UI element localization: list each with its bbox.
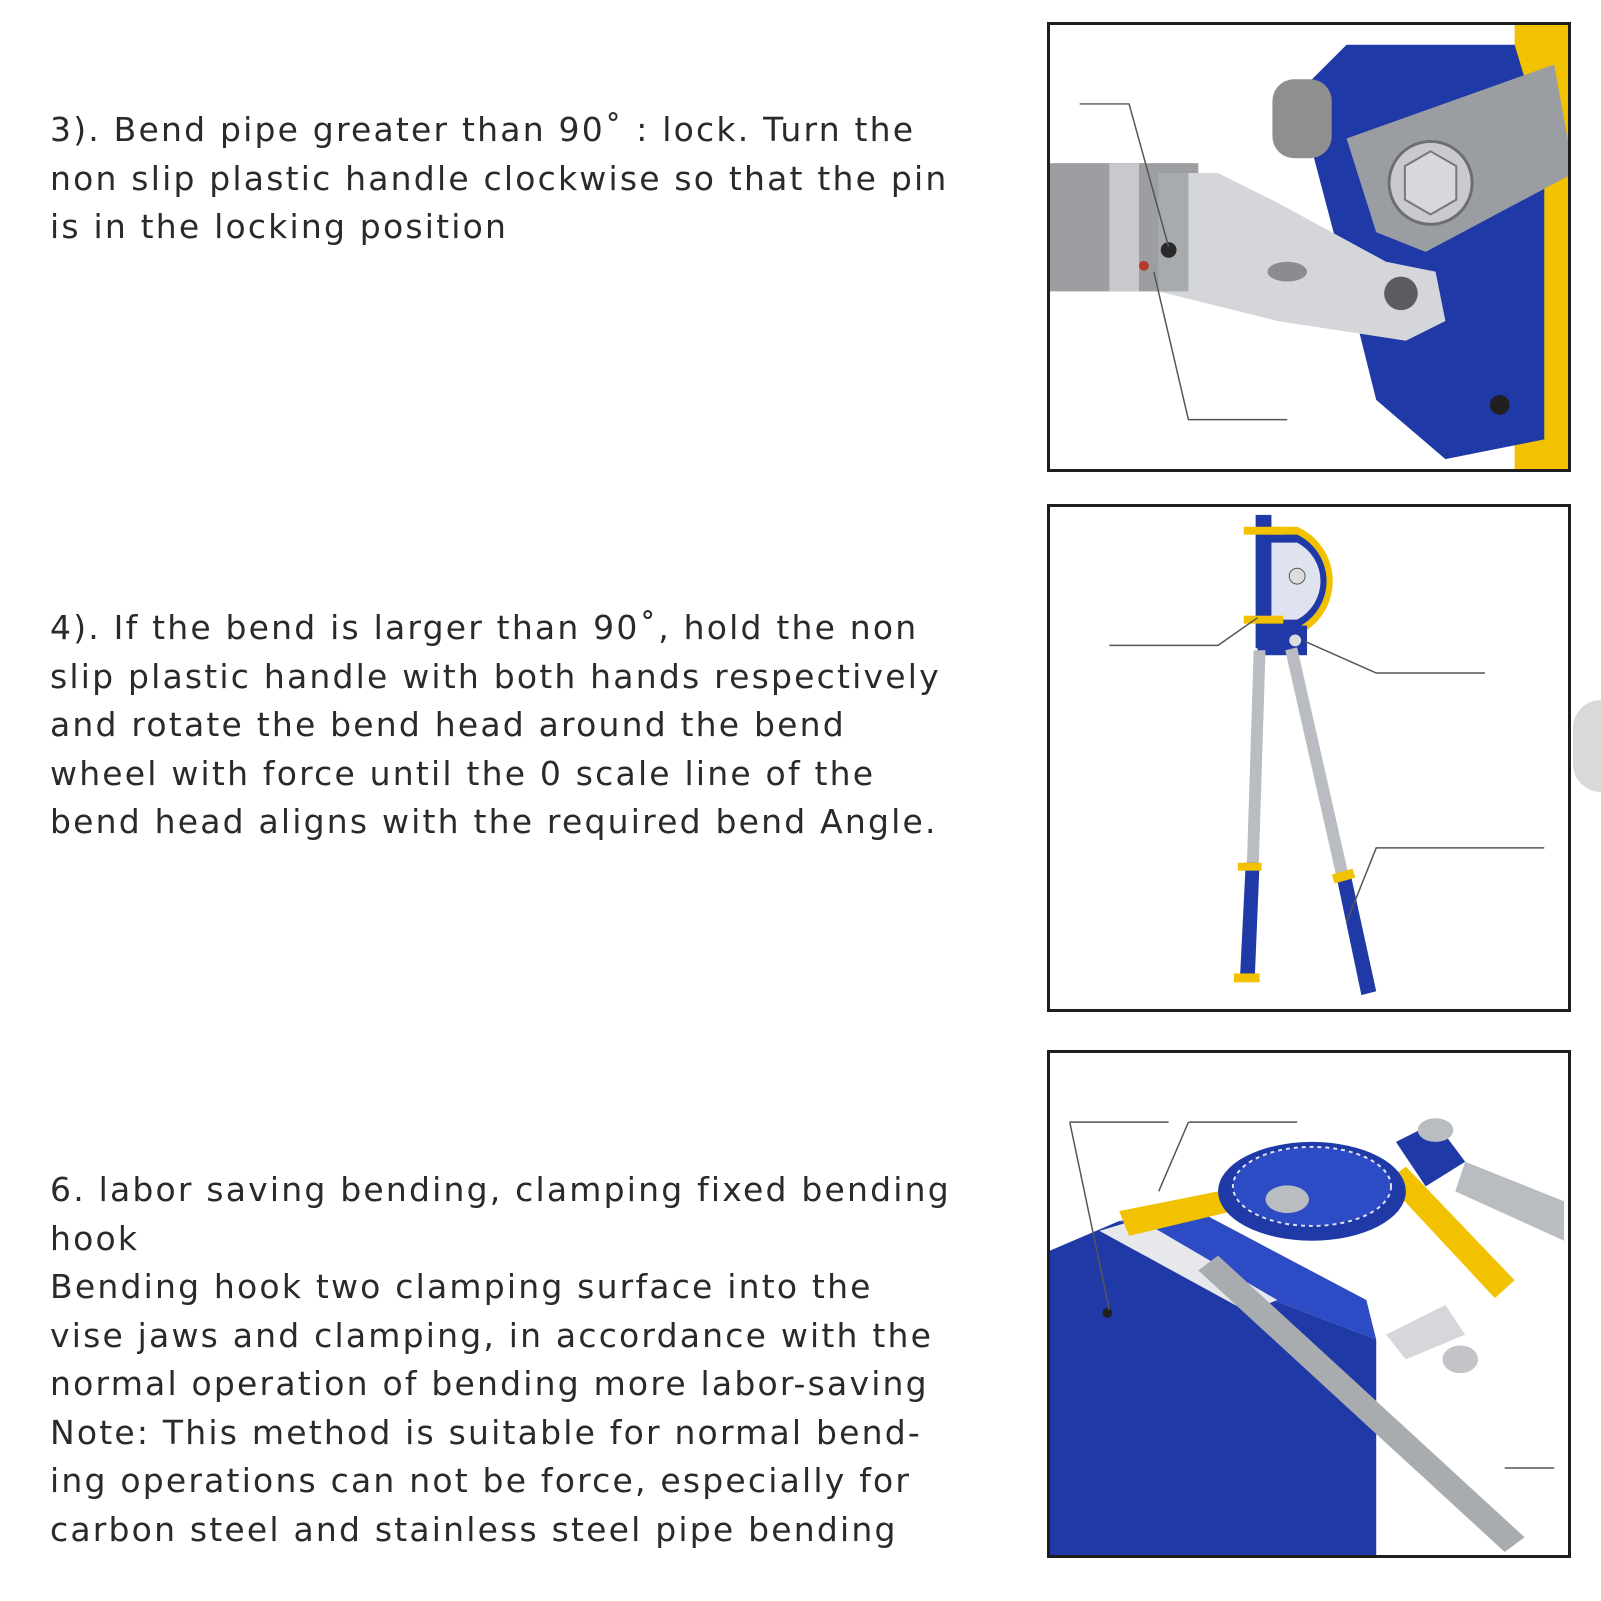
step-4-line: slip plastic handle with both hands respectively	[50, 656, 941, 696]
step-6-line: Note: This method is suitable for normal bend-	[50, 1412, 922, 1452]
bender-handles-illustration	[1047, 504, 1571, 1012]
vise-bending-illustration	[1047, 1050, 1571, 1558]
step-3-text	[50, 106, 949, 252]
step-6-line: Bending hook two clamping surface into the	[50, 1267, 873, 1306]
step-4-line: wheel with force until the 0 scale line of the	[50, 753, 876, 793]
step-6-line: vise jaws and clamping, in accordance with the	[50, 1315, 934, 1355]
step-6-line: hook	[50, 1218, 140, 1258]
step-3-line: 3). Bend pipe greater than 90˚ : lock. Turn the	[50, 110, 916, 149]
step-3-line: non slip plastic handle clockwise so that the pin	[50, 158, 949, 198]
scroll-handle[interactable]	[1573, 700, 1601, 792]
step-4-line: bend head aligns with the required bend Angle.	[50, 802, 938, 841]
step-3-line: is in the locking position	[50, 207, 509, 246]
step-6-line: normal operation of bending more labor-saving	[50, 1364, 929, 1403]
step-6-text	[50, 1166, 951, 1554]
step-4-line: 4). If the bend is larger than 90˚, hold the non	[50, 608, 919, 647]
step-4-line: and rotate the bend head around the bend	[50, 705, 846, 744]
step-6-line: carbon steel and stainless steel pipe bending	[50, 1509, 898, 1549]
step-6-line: 6. labor saving bending, clamping fixed bending	[50, 1170, 951, 1209]
step-6-line: ing operations can not be force, especially for	[50, 1461, 912, 1500]
step-4-text	[50, 604, 941, 847]
locking-pin-illustration	[1047, 22, 1571, 472]
